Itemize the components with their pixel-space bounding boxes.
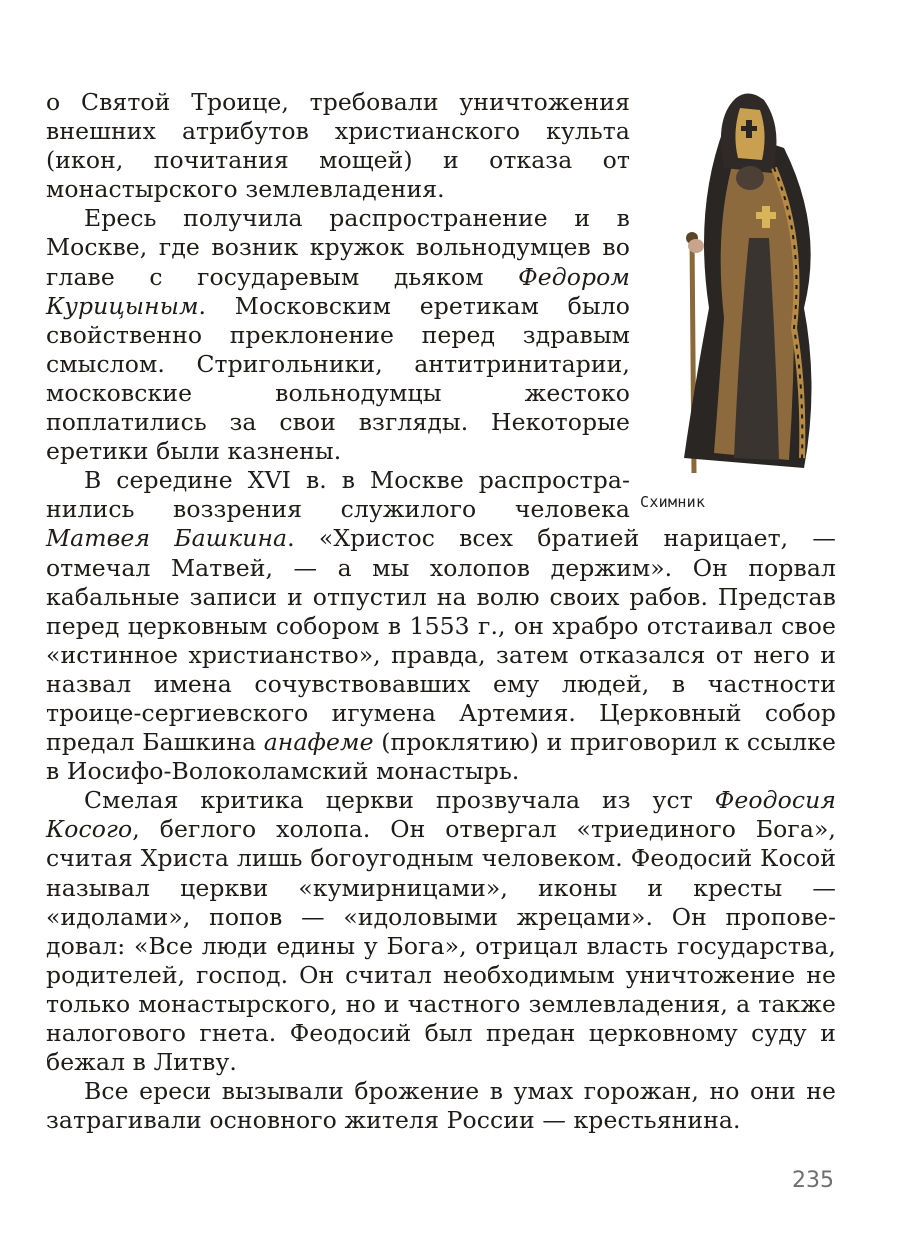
text-run: В середине XVI в. в Москве распространились воззрения служилого человека bbox=[46, 466, 630, 524]
text-run: Все ереси вызывали брожение в умах горожан, но они не затрагивали основного жителя России — крестьянина. bbox=[46, 1077, 836, 1135]
text-column bbox=[46, 88, 836, 1135]
schema-monk-illustration bbox=[654, 88, 834, 478]
text-run: . «Христос всех братией нарицает, — отмечал Матвей, — а мы холопов держим». Он порвал кабальные записи и отпустил на волю своих рабов. Представ перед церковным собором в 1553 г., он храбро отстаивал свое «истинное христианство», правда, затем отказался от него и назвал имена сочувствовавших ему людей, в частности троице-сергиевского игумена Артемия. Церковный собор предал Башкина bbox=[46, 524, 836, 757]
italic-term: Матвея Башкина bbox=[46, 524, 288, 553]
text-run: , беглого холопа. Он отвергал «триединого Бога», считая Христа лишь богоугодным человеком. Феодосий Косой называл церкви «кумирницами», иконы и кресты — «идолами», попов — «идоловыми жрецами». Он проповедовал: «Все люди едины у Бога», отрицал власть государства, родителей, господ. Он считал необходимым уничтожение не только монастырского, но и частного землевладения, а также налогового гнета. Феодосий был предан церковному суду и бежал в Литву. bbox=[46, 815, 836, 1077]
text-run: Смелая критика церкви прозвучала из уст bbox=[84, 786, 715, 815]
text-run: (проклятию) и приговорил к ссылке в Иосифо-Волоколамский монастырь. bbox=[46, 728, 836, 786]
figure-monk bbox=[640, 88, 836, 520]
paragraph bbox=[46, 1077, 836, 1135]
text-run: Ересь получила распространение и в Москве, где возник кружок вольнодумцев во главе с государевым дьяком bbox=[46, 204, 630, 291]
text-run: . Московским еретикам было свойственно преклонение перед здравым смыслом. Стригольники, антитринитарии, московские вольнодумцы жестоко поплатились за свои взгляды. Некоторые еретики были казнены. bbox=[46, 291, 630, 466]
text-run: о Святой Троице, требовали уничтожения внешних атрибутов христианского культа (икон, почитания мощей) и отказа от монастырского землевладения. bbox=[46, 88, 630, 204]
paragraph bbox=[46, 786, 836, 1077]
italic-term: Феодосия Косого bbox=[46, 786, 836, 844]
italic-term: анафеме bbox=[263, 728, 374, 757]
figure-caption: Схимник bbox=[640, 493, 706, 511]
page-number: 235 bbox=[792, 1168, 834, 1193]
italic-term: Федором Курицыным bbox=[46, 262, 630, 320]
